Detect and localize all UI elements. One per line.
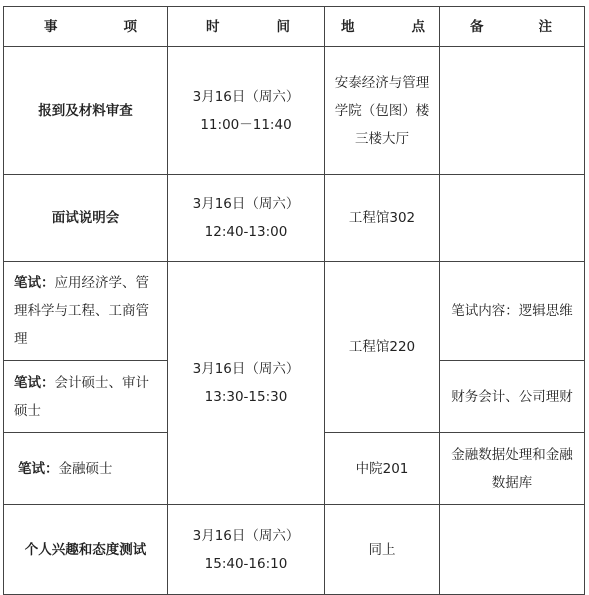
item-cell [4, 361, 168, 433]
header-note-char2: 注 [538, 18, 552, 35]
header-item-char2: 项 [123, 18, 137, 35]
place-cell: 同上 [325, 505, 440, 595]
note-cell: 金融数据处理和金融数据库 [440, 433, 585, 505]
time-text: 15:40-16:10 [204, 555, 288, 572]
item-text: 会计硕士、审计硕士 [14, 374, 149, 419]
header-time [168, 7, 325, 47]
header-note [440, 7, 585, 47]
item-bold-label: 笔试： [14, 275, 55, 291]
date-text: 3月16日（周六） [192, 196, 300, 212]
header-row [4, 7, 585, 47]
header-item [4, 7, 168, 47]
item-cell: 面试说明会 [4, 175, 168, 262]
time-text: 11:00－11:40 [200, 116, 292, 133]
time-text: 13:30-15:30 [204, 389, 288, 405]
header-item-char1: 事 [44, 18, 58, 35]
table-row [4, 505, 585, 595]
header-place-char2: 点 [411, 18, 425, 35]
note-cell: 笔试内容：逻辑思维 [440, 262, 585, 361]
item-cell [4, 262, 168, 361]
item-bold-label: 笔试： [14, 374, 55, 391]
date-text: 3月16日（周六） [192, 527, 300, 544]
header-place [325, 7, 440, 47]
item-cell: 个人兴趣和态度测试 [4, 505, 168, 595]
time-cell [168, 505, 325, 595]
table-row [4, 175, 585, 262]
place-cell: 安泰经济与管理学院（包图）楼三楼大厅 [325, 47, 440, 175]
place-cell: 工程馆302 [325, 175, 440, 262]
date-text: 3月16日（周六） [192, 88, 300, 105]
date-text: 3月16日（周六） [192, 361, 300, 377]
item-cell: 报到及材料审查 [4, 47, 168, 175]
time-text: 12:40-13:00 [204, 224, 288, 240]
table-row [4, 47, 585, 175]
place-cell: 中院201 [325, 433, 440, 505]
time-cell [168, 175, 325, 262]
header-time-char1: 时 [206, 18, 220, 35]
item-bold-label: 笔试： [18, 460, 59, 477]
written-time-cell [168, 262, 325, 505]
item-text: 金融硕士 [58, 460, 113, 477]
header-place-char1: 地 [341, 18, 355, 35]
header-note-char1: 备 [470, 18, 484, 35]
time-cell [168, 47, 325, 175]
note-cell [440, 47, 585, 175]
note-cell [440, 505, 585, 595]
written-place-cell: 工程馆220 [325, 262, 440, 433]
note-cell [440, 175, 585, 262]
item-text: 应用经济学、管理科学与工程、工商管理 [14, 275, 149, 347]
header-time-char2: 间 [276, 18, 290, 35]
note-cell: 财务会计、公司理财 [440, 361, 585, 433]
table-row [4, 262, 585, 361]
schedule-table [3, 6, 585, 595]
item-cell [4, 433, 168, 505]
